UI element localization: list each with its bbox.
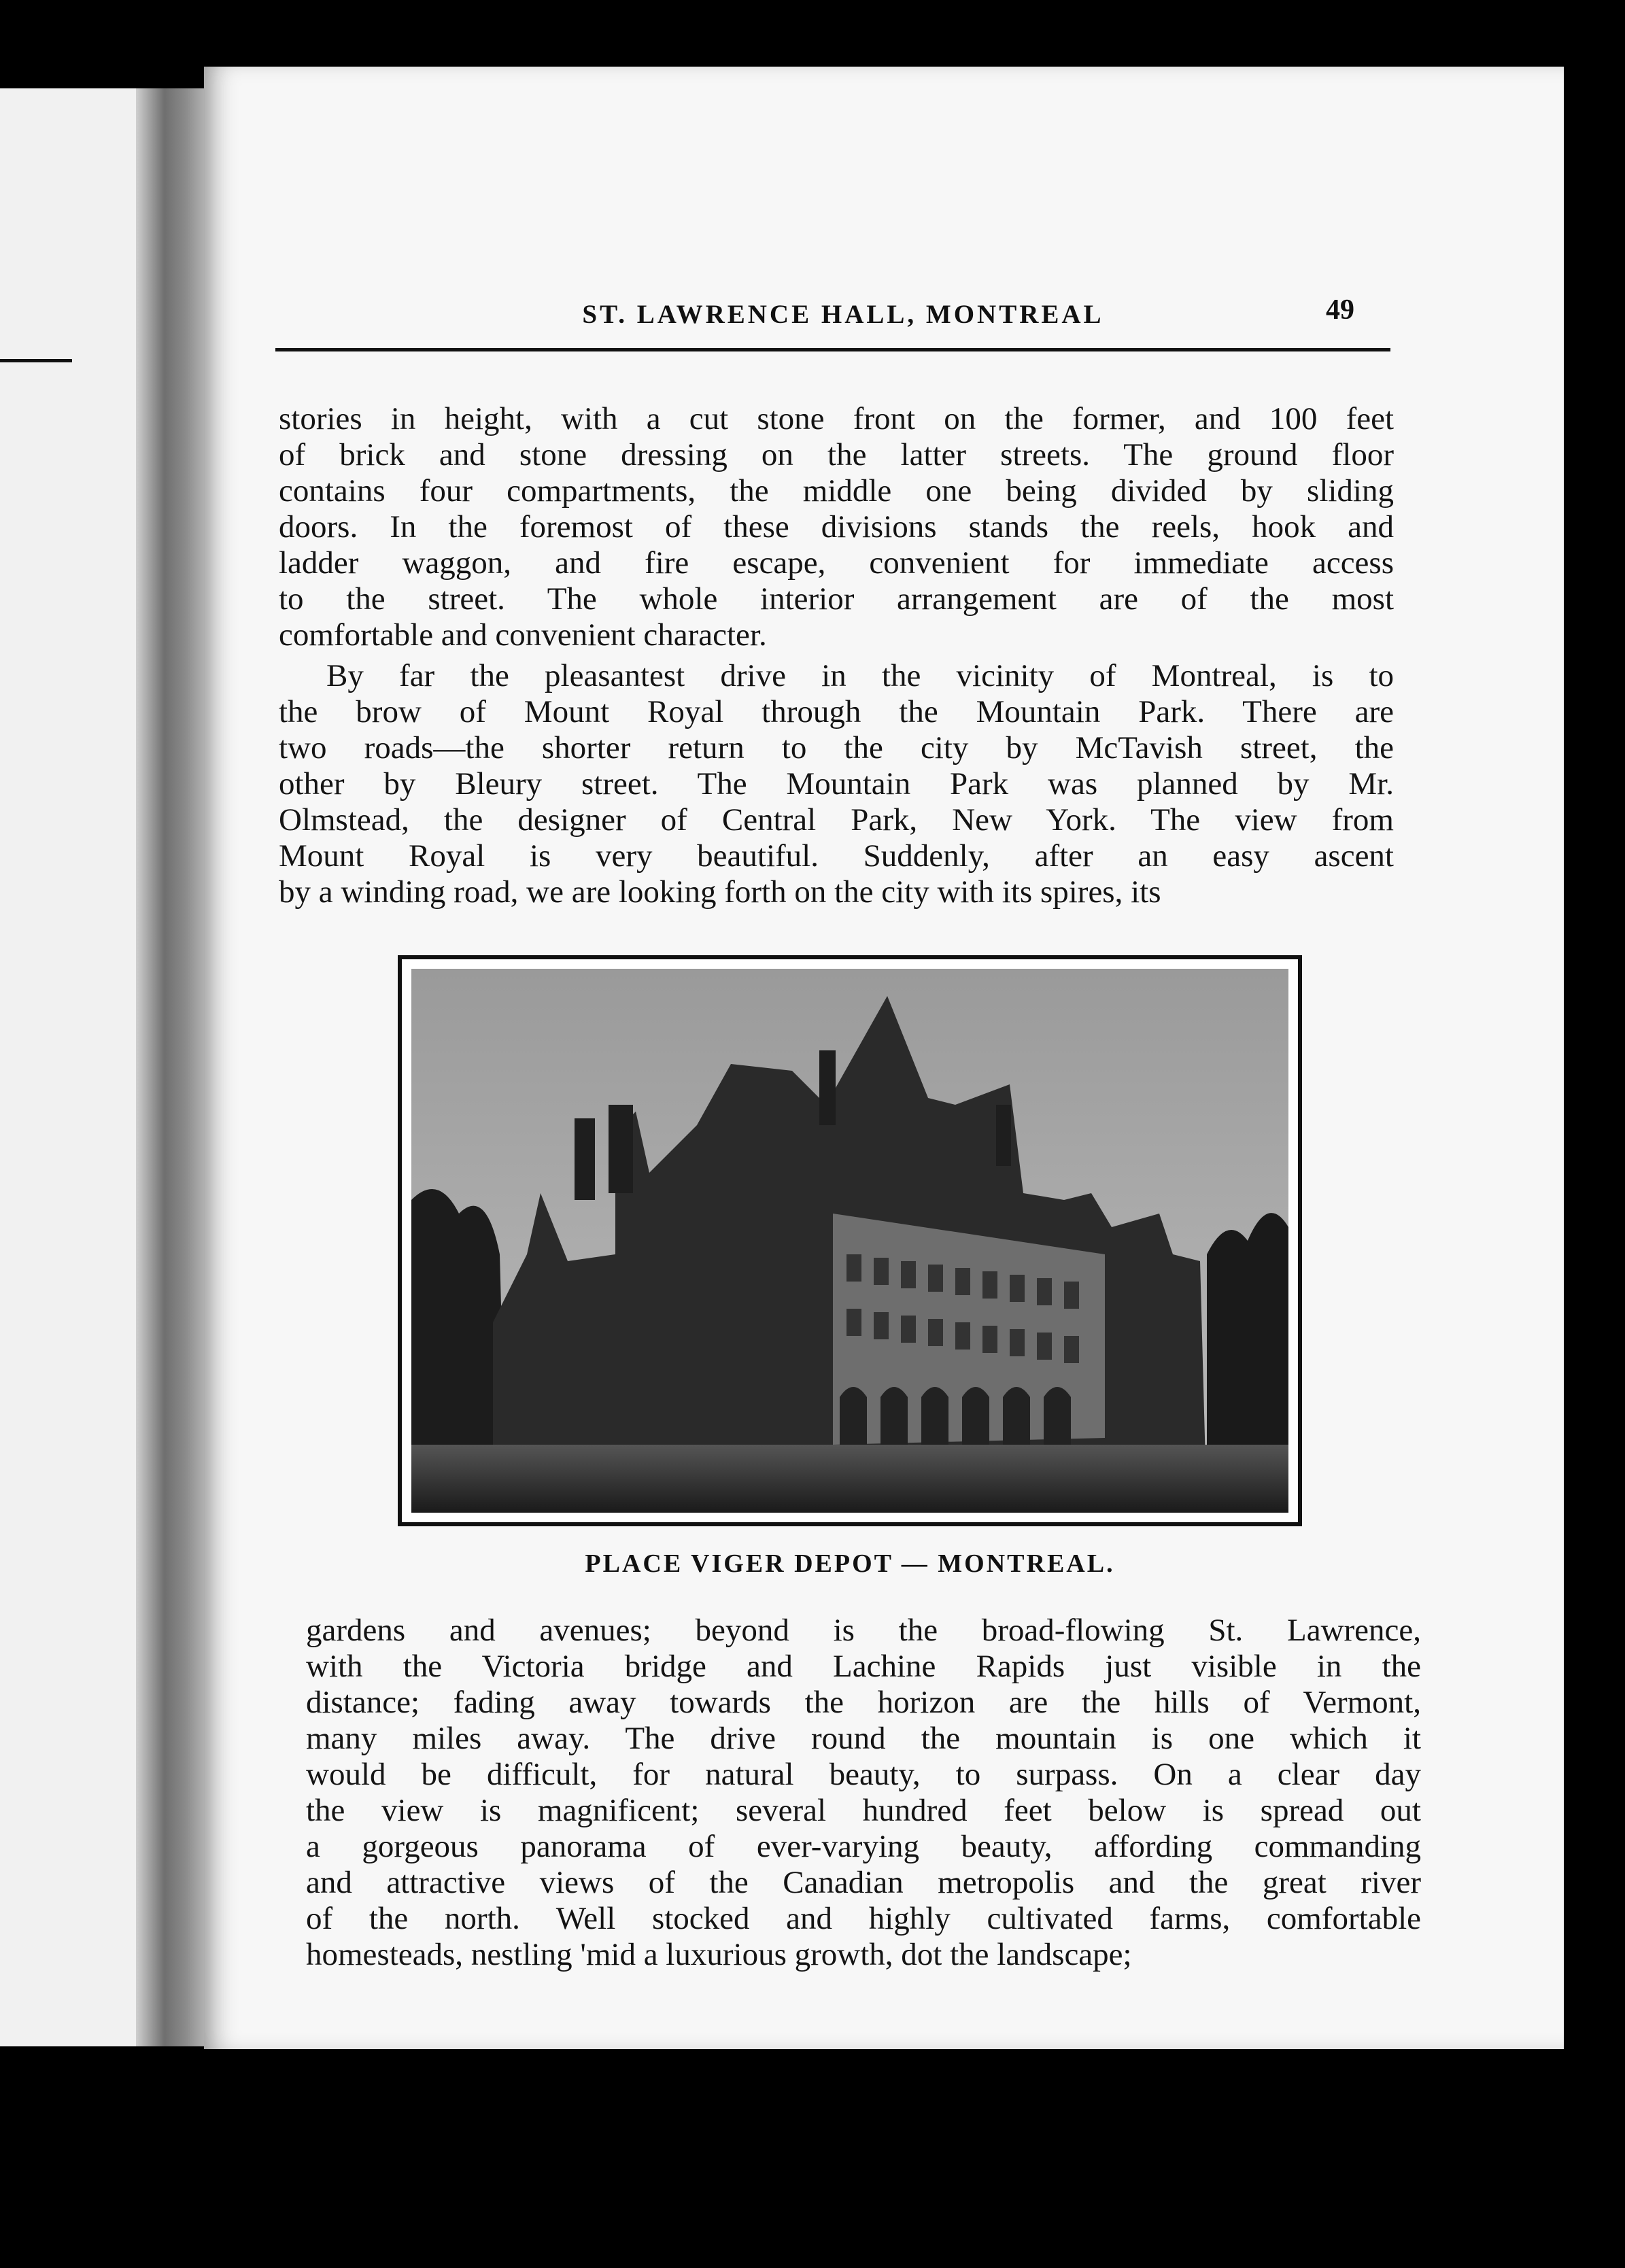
text-line: by a winding road, we are looking forth on the city with its spires, its (279, 874, 1161, 910)
text-line: of brick and stone dressing on the latter streets. The ground floor (279, 437, 1394, 472)
text-line: other by Bleury street. The Mountain Park was planned by Mr. (279, 766, 1394, 802)
text-line: would be difficult, for natural beauty, to surpass. On a clear day (306, 1757, 1421, 1792)
page-number: 49 (1326, 294, 1354, 326)
figure-photo-frame (398, 955, 1302, 1526)
text-line: Mount Royal is very beautiful. Suddenly, after an easy ascent (279, 838, 1394, 874)
text-line: stories in height, with a cut stone front on the former, and 100 feet (279, 401, 1394, 436)
text-line: contains four compartments, the middle one being divided by sliding (279, 473, 1394, 509)
running-title: ST. LAWRENCE HALL, MONTREAL (582, 300, 1104, 329)
left-page-rule (0, 359, 72, 362)
text-line: and attractive views of the Canadian metropolis and the great river (306, 1865, 1421, 1900)
paragraph-2 (279, 658, 1394, 910)
paragraph-3 (306, 1613, 1421, 1973)
text-line: ladder waggon, and fire escape, convenient for immediate access (279, 545, 1394, 581)
text-line: the brow of Mount Royal through the Mountain Park. There are (279, 694, 1394, 729)
text-line: a gorgeous panorama of ever-varying beauty, affording commanding (306, 1829, 1421, 1864)
text-line: two roads—the shorter return to the city by McTavish street, the (279, 730, 1394, 766)
text-line: the view is magnificent; several hundred feet below is spread out (306, 1793, 1421, 1828)
text-line: doors. In the foremost of these divisions stands the reels, hook and (279, 509, 1394, 545)
text-line: of the north. Well stocked and highly cultivated farms, comfortable (306, 1901, 1421, 1936)
header-rule (275, 348, 1390, 351)
text-line: gardens and avenues; beyond is the broad-flowing St. Lawrence, (306, 1613, 1421, 1648)
text-line: many miles away. The drive round the mountain is one which it (306, 1721, 1421, 1756)
text-line: distance; fading away towards the horizon are the hills of Vermont, (306, 1685, 1421, 1720)
text-line: homesteads, nestling 'mid a luxurious growth, dot the landscape; (306, 1937, 1132, 1972)
figure-caption: PLACE VIGER DEPOT — MONTREAL. (585, 1549, 1115, 1578)
text-line: By far the pleasantest drive in the vicinity of Montreal, is to (326, 658, 1394, 693)
paragraph-1 (279, 401, 1394, 653)
text-line: to the street. The whole interior arrangement are of the most (279, 581, 1394, 617)
text-line: Olmstead, the designer of Central Park, New York. The view from (279, 802, 1394, 838)
depot-photo (411, 969, 1288, 1513)
text-line: comfortable and convenient character. (279, 617, 767, 653)
text-line: with the Victoria bridge and Lachine Rapids just visible in the (306, 1649, 1421, 1684)
